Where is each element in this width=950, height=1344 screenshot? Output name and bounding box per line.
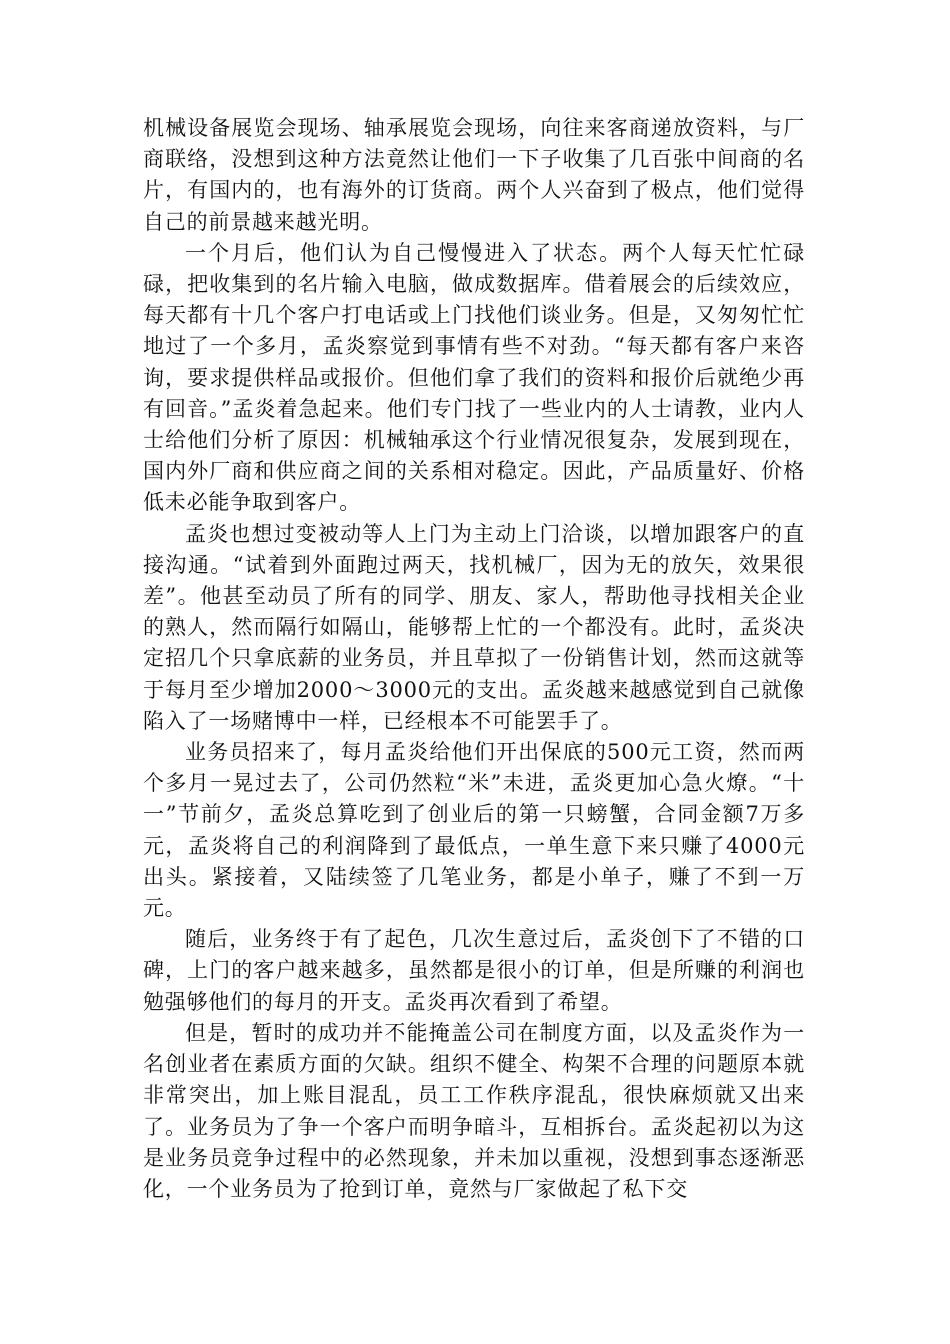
paragraph-continued: 机械设备展览会现场、轴承展览会现场，向往来客商递放资料，与厂商联络，没想到这种方法竟然让他们一下子收集了几百张中间商的名片，有国内的，也有海外的订货商。两个人兴奋到了极点，他们觉得自己的前景越来越光明。 bbox=[143, 116, 805, 234]
paragraph: 孟炎也想过变被动等人上门为主动上门洽谈，以增加跟客户的直接沟通。“试着到外面跑过两天，找机械厂，因为无的放矢，效果很差”。他甚至动员了所有的同学、朋友、家人，帮助他寻找相关企业的熟人，然而隔行如隔山，能够帮上忙的一个都没有。此时，孟炎决定招几个只拿底薪的业务员，并且草拟了一份销售计划，然而这就等于每月至少增加2000～3000元的支出。孟炎越来越感觉到自己就像陷入了一场赌博中一样，已经根本不可能罢手了。 bbox=[143, 521, 805, 733]
paragraph: 业务员招来了，每月孟炎给他们开出保底的500元工资，然而两个多月一晃过去了，公司仍然粒“米”未进，孟炎更加心急火燎。“十一”节前夕，孟炎总算吃到了创业后的第一只螃蟹，合同金额7万多元，孟炎将自己的利润降到了最低点，一单生意下来只赚了4000元出头。紧接着，又陆续签了几笔业务，都是小单子，赚了不到一万元。 bbox=[143, 740, 805, 921]
paragraph: 随后，业务终于有了起色，几次生意过后，孟炎创下了不错的口碑，上门的客户越来越多，虽然都是很小的订单，但是所赚的利润也勉强够他们的每月的开支。孟炎再次看到了希望。 bbox=[143, 927, 805, 1014]
article-body bbox=[143, 113, 805, 1205]
paragraph: 一个月后，他们认为自己慢慢进入了状态。两个人每天忙忙碌碌，把收集到的名片输入电脑，做成数据库。借着展会的后续效应，每天都有十几个客户打电话或上门找他们谈业务。但是，又匆匆忙忙地过了一个多月，孟炎察觉到事情有些不对劲。“每天都有客户来咨询，要求提供样品或报价。但他们拿了我们的资料和报价后就绝少再有回音。”孟炎着急起来。他们专门找了一些业内的人士请教，业内人士给他们分析了原因：机械轴承这个行业情况很复杂，发展到现在，国内外厂商和供应商之间的关系相对稳定。因此，产品质量好、价格低未必能争取到客户。 bbox=[143, 240, 805, 515]
paragraph: 但是，暂时的成功并不能掩盖公司在制度方面，以及孟炎作为一名创业者在素质方面的欠缺。组织不健全、构架不合理的问题原本就非常突出，加上账目混乱，员工工作秩序混乱，很快麻烦就又出来了。业务员为了争一个客户而明争暗斗，互相拆台。孟炎起初以为这是业务员竞争过程中的必然现象，并未加以重视，没想到事态逐渐恶化，一个业务员为了抢到订单，竟然与厂家做起了私下交 bbox=[143, 1020, 805, 1201]
